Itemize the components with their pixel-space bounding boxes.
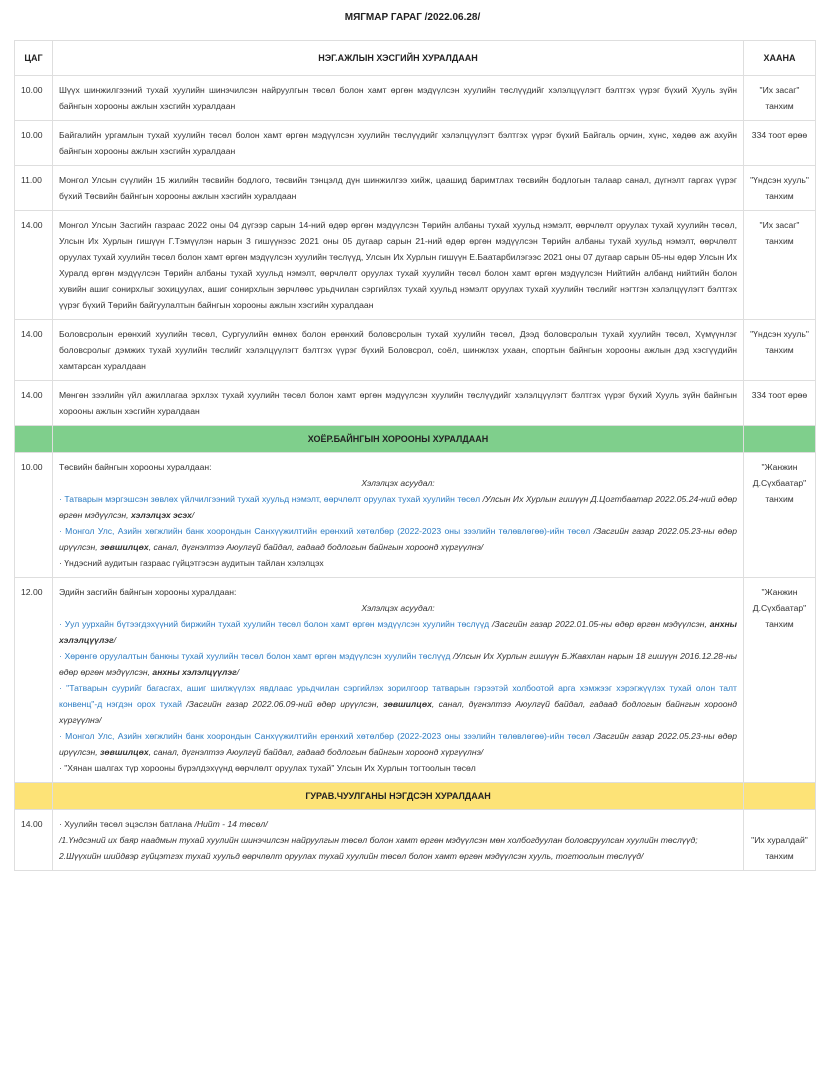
meeting-intro: Эдийн засгийн байнгын хорооны хуралдаан: — [59, 587, 237, 597]
agenda-item — [59, 523, 737, 555]
section-title: ХОЁР.БАЙНГЫН ХОРООНЫ ХУРАЛДААН — [53, 426, 744, 453]
meeting-intro: Төсвийн байнгын хорооны хуралдаан: — [59, 462, 212, 472]
section-header-row — [15, 426, 816, 453]
agenda-item-title: · Хуулийн төсөл эцэслэн батлана — [59, 819, 195, 829]
table-row — [15, 578, 816, 783]
table-row — [15, 453, 816, 578]
time-column-header: ЦАГ — [15, 41, 53, 76]
agenda-item-title: · Монгол Улс, Азийн хөгжлийн банк хоорондын Санхүүжилтийн ерөнхий хөтөлбөр (2022-2023 оны зээлийн төлөвлөгөө)-ийн төсөл — [59, 526, 594, 536]
agenda-item-note: /Улсын Их Хурлын гишүүн Б.Жавхлан нарын 18 гишүүн 2016.12.28-ны өдөр өргөн мэдүүлсэн, анхны хэлэлцүүлэг/ — [59, 651, 737, 677]
row-description: Байгалийн ургамлын тухай хуулийн төсөл болон хамт өргөн мэдүүлсэн хуулийн төслүүдийг хэлэлцүүлэгт бэлтгэх үүрэг бүхий Байгаль орчин, хүнс, хөдөө аж ахуйн байнгын хорооны ажлын хэсгийн хуралдаан — [53, 121, 744, 166]
agenda-item-note: /Засгийн газар 2022.05.23-ны өдөр ирүүлсэн, зөвшилцөх, санал, дүгнэлтээ Аюулгүй байдал, гадаад бодлогын байнгын хороонд хүргүүлнэ/ — [59, 731, 737, 757]
row-description: Монгол Улсын сүүлийн 15 жилийн төсвийн бодлого, төсвийн тэнцэлд дүн шинжилгээ хийж, цаашид баримтлах төсвийн бодлогын талаар санал, дүгнэлт гаргах үүрэг бүхий Төсвийн байнгын хорооны ажлын хэсгийн хуралдаан — [53, 166, 744, 211]
row-place: "Их засаг" танхим — [744, 211, 816, 320]
agenda-item-note: /Нийт - 14 төсөл/ — [194, 819, 268, 829]
row-description — [53, 810, 744, 871]
agenda-item-note: /Засгийн газар 2022.05.23-ны өдөр ирүүлсэн, зөвшилцөх, санал, дүгнэлтээ Аюулгүй байдал, гадаад бодлогын байнгын хороонд хүргүүлнэ/ — [59, 526, 737, 552]
row-description: Мөнгөн зээлийн үйл ажиллагаа эрхлэх тухай хуулийн төсөл болон хамт өргөн мэдүүлсэн хуулийн төслүүдийг хэлэлцүүлэгт бэлтгэх үүрэг бүхий Хууль зүйн байнгын хорооны ажлын хэсгийн хуралдаан — [53, 381, 744, 426]
table-row — [15, 810, 816, 871]
agenda-item — [59, 728, 737, 760]
section-spacer — [744, 783, 816, 810]
agenda-item-title: · Үндэсний аудитын газраас гүйцэтгэсэн аудитын тайлан хэлэлцэх — [59, 558, 324, 568]
table-row — [15, 211, 816, 320]
row-time: 12.00 — [15, 578, 53, 783]
table-row — [15, 381, 816, 426]
agenda-item — [59, 816, 737, 832]
table-row — [15, 166, 816, 211]
agenda-item-title: · Татварын мэргэшсэн зөвлөх үйлчилгээний тухай хуульд нэмэлт, өөрчлөлт оруулах тухай хуулийн төсөл — [59, 494, 483, 504]
agenda-item-note: /Улсын Их Хурлын гишүүн Д.Цогтбаатар 2022.05.24-ний өдөр өргөн мэдүүлсэн, хэлэлцэх эсэх/ — [59, 494, 737, 520]
agenda-item-title: · Уул уурхайн бүтээгдэхүүний биржийн тухай хуулийн төсөл болон хамт өргөн мэдүүлсэн хуулийн төслүүд — [59, 619, 493, 629]
agenda-item-detail: 2.Шүүхийн шийдвэр гүйцэтгэх тухай хуульд өөрчлөлт оруулах тухай хуулийн төсөл болон хамт өргөн мэдүүлсэн хууль, тогтоолын төслүүд/ — [59, 851, 644, 861]
row-time: 14.00 — [15, 381, 53, 426]
agenda-item-title: · "Хянан шалгах түр хорооны бүрэлдэхүүнд өөрчлөлт оруулах тухай" Улсын Их Хурлын тогтоолын төсөл — [59, 763, 476, 773]
schedule-table — [14, 40, 816, 871]
row-description — [53, 453, 744, 578]
agenda-item-detail: /1.Үндсэний их баяр наадмын тухай хуулийн шинэчилсэн найруулгын төсөл болон хамт өргөн мэдүүлсэн мөн холбогдуулан боловсруулсан хуулийн төслүүд; — [59, 835, 698, 845]
row-place: "Их засаг" танхим — [744, 76, 816, 121]
row-time: 11.00 — [15, 166, 53, 211]
row-place: 334 тоот өрөө — [744, 121, 816, 166]
row-place: "Жанжин Д.Сүхбаатар" танхим — [744, 578, 816, 783]
row-time: 10.00 — [15, 76, 53, 121]
row-time: 10.00 — [15, 121, 53, 166]
table-header-row — [15, 41, 816, 76]
agenda-item-note: /Засгийн газар 2022.06.09-ний өдөр ирүүлсэн, зөвшилцөх, санал, дүгнэлтээ Аюулгүй байдал, гадаад бодлогын байнгын хороонд хүргүүлнэ/ — [59, 699, 738, 725]
row-description: Шүүх шинжилгээний тухай хуулийн шинэчилсэн найруулгын төсөл болон хамт өргөн мэдүүлсэн хуулийн төслүүдийг хэлэлцүүлэгт бэлтгэх үүрэг бүхий Хууль зүйн байнгын хорооны ажлын хэсгийн хуралдаан — [53, 76, 744, 121]
row-time: 14.00 — [15, 320, 53, 381]
agenda-subhead: Хэлэлцэх асуудал: — [361, 603, 435, 613]
section-spacer — [15, 783, 53, 810]
section-title: ГУРАВ.ЧУУЛГАНЫ НЭГДСЭН ХУРАЛДААН — [53, 783, 744, 810]
section-spacer — [15, 426, 53, 453]
agenda-item-title: · Хөрөнгө оруулалтын банкны тухай хуулийн төсөл болон хамт өргөн мэдүүлсэн хуулийн төслүүд — [59, 651, 454, 661]
row-time: 14.00 — [15, 810, 53, 871]
row-description: Монгол Улсын Засгийн газраас 2022 оны 04 дүгээр сарын 14-ний өдөр өргөн мэдүүлсэн Төрийн албаны тухай хуульд нэмэлт, өөрчлөлт оруулах тухай хуулийн төсөл, Улсын Их Хурлын гишүүн Г.Тэмүүлэн нарын 3 гишүүнээс 2021 оны 05 дугаар сарын 21-ний өдөр өргөн мэдүүлсэн Төрийн албаны тухай хуульд нэмэлт, өөрчлөлт оруулах тухай хуулийн төсөл болон хамт өргөн мэдүүлсэн хуулийн төслүүд, Улсын Их Хурлын гишүүн Е.Баатарбилэгээс 2021 оны 07 дугаар сарын 05-ны өдөр Улсын Их Хуралд өргөн мэдүүлсэн Төрийн албаны тухай хуульд нэмэлт, өөрчлөлт оруулах тухай хуулийн төсөл болон хамт өргөн мэдүүлсэн Нийтийн албанд нийтийн болон хувийн ашиг сонирхлыг зохицуулах, ашиг сонирхлын зөрчлөөс урьдчилан сэргийлэх тухай хуульд нэмэлт оруулах тухай хуулийн төслийг нэгтгэн хэлэлцүүлэгт бэлтгэх үүрэг бүхий Төрийн байгуулалтын байнгын хорооны ажлын хэсгийн хуралдаан — [53, 211, 744, 320]
row-description — [53, 578, 744, 783]
row-time: 10.00 — [15, 453, 53, 578]
row-place: "Үндсэн хууль" танхим — [744, 320, 816, 381]
section-spacer — [744, 426, 816, 453]
agenda-item-title: · "Татварын суурийг багасгах, ашиг шилжүүлэх явдлаас урьдчилан сэргийлэх зорилгоор татварын гэрээтэй холбоотой арга хэмжээг хэрэгжүүлэх тухай олон талт конвенц"-д нэгдэн орох тухай — [59, 683, 737, 709]
agenda-item — [59, 760, 737, 776]
table-row — [15, 121, 816, 166]
page-title: МЯГМАР ГАРАГ /2022.06.28/ — [344, 12, 481, 23]
agenda-item — [59, 648, 737, 680]
row-place: 334 тоот өрөө — [744, 381, 816, 426]
place-column-header: ХААНА — [744, 41, 816, 76]
table-row — [15, 320, 816, 381]
section-header-row — [15, 783, 816, 810]
agenda-item — [59, 491, 737, 523]
agenda-item — [59, 555, 737, 571]
row-place: "Их хуралдай" танхим — [744, 810, 816, 871]
topic-column-header: НЭГ.АЖЛЫН ХЭСГИЙН ХУРАЛДААН — [53, 41, 744, 76]
row-time: 14.00 — [15, 211, 53, 320]
agenda-item — [59, 680, 737, 728]
row-description: Боловсролын ерөнхий хуулийн төсөл, Сургуулийн өмнөх болон ерөнхий боловсролын тухай хуулийн төсөл, Дээд боловсролын тухай хуулийн төсөл, Хүмүүнлэг боловсролыг дэмжих тухай хуулийн төслийг хэлэлцүүлэгт бэлтгэх үүрэг бүхий Боловсрол, соёл, шинжлэх ухаан, спортын байнгын хорооны ажлын дэд хэсгүүдийн хамтарсан хуралдаан — [53, 320, 744, 381]
agenda-item-title: · Монгол Улс, Азийн хөгжлийн банк хоорондын Санхүүжилтийн ерөнхий хөтөлбөр (2022-2023 оны зээлийн төлөвлөгөө)-ийн төсөл — [59, 731, 594, 741]
agenda-item-note: /Засгийн газар 2022.01.05-ны өдөр өргөн мэдүүлсэн, анхны хэлэлцүүлэг/ — [59, 619, 737, 645]
row-place: "Үндсэн хууль" танхим — [744, 166, 816, 211]
row-place: "Жанжин Д.Сүхбаатар" танхим — [744, 453, 816, 578]
table-row — [15, 76, 816, 121]
agenda-item — [59, 616, 737, 648]
agenda-subhead: Хэлэлцэх асуудал: — [361, 478, 435, 488]
